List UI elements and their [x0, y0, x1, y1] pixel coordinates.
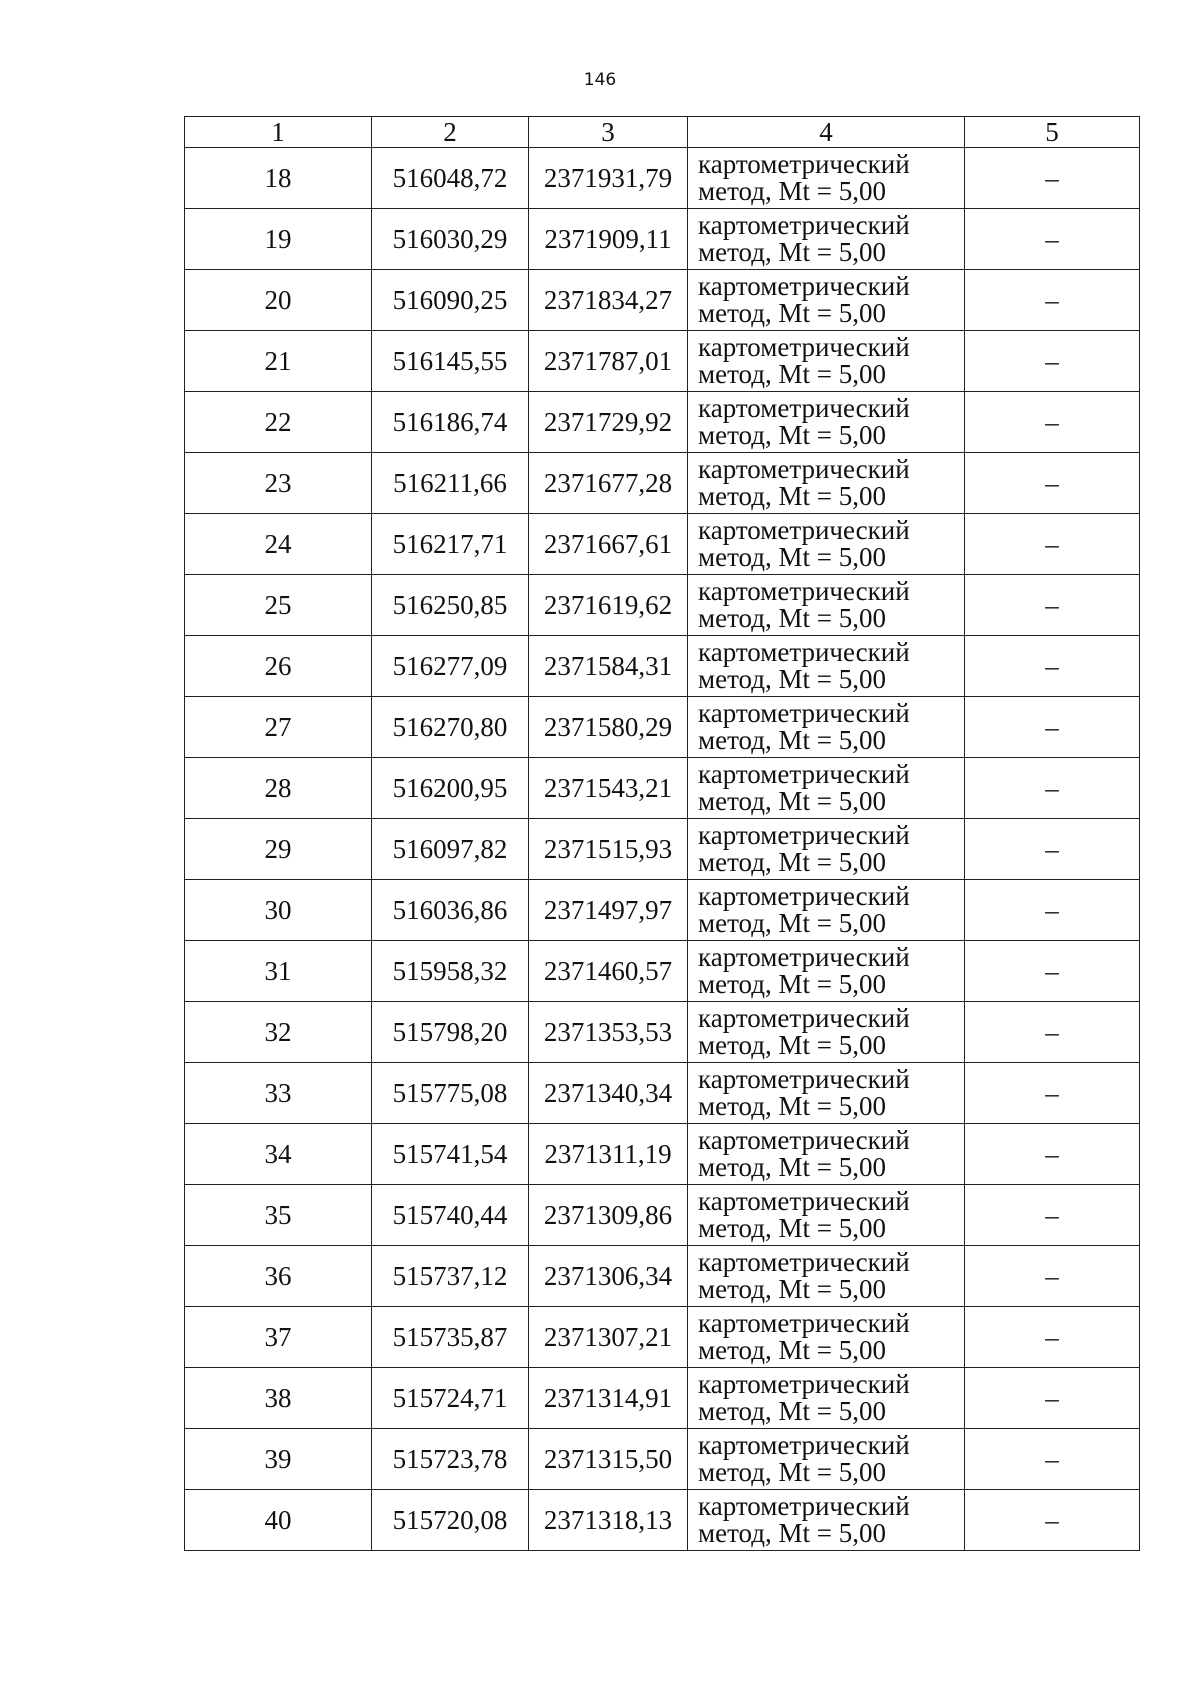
table-row — [185, 1063, 1140, 1124]
method-cell — [688, 697, 965, 758]
y-coordinate-cell: 2371729,92 — [529, 392, 688, 453]
note-cell: – — [965, 819, 1140, 880]
y-coordinate-cell: 2371497,97 — [529, 880, 688, 941]
point-number-cell: 22 — [185, 392, 372, 453]
method-accuracy-text: метод, Mt = 5,00 — [698, 908, 886, 938]
method-cell — [688, 270, 965, 331]
x-coordinate-cell: 516186,74 — [372, 392, 529, 453]
y-coordinate-cell: 2371460,57 — [529, 941, 688, 1002]
method-name-text: картометрический — [698, 515, 910, 545]
method-name-text: картометрический — [698, 332, 910, 362]
method-name-text: картометрический — [698, 820, 910, 850]
x-coordinate-cell: 516217,71 — [372, 514, 529, 575]
method-accuracy-text: метод, Mt = 5,00 — [698, 786, 886, 816]
header-row — [185, 117, 1140, 148]
y-coordinate-cell: 2371311,19 — [529, 1124, 688, 1185]
note-cell: – — [965, 1429, 1140, 1490]
x-coordinate-cell: 515724,71 — [372, 1368, 529, 1429]
table-row — [185, 758, 1140, 819]
note-cell: – — [965, 1063, 1140, 1124]
table-row — [185, 1185, 1140, 1246]
method-accuracy-text: метод, Mt = 5,00 — [698, 1518, 886, 1548]
point-number-cell: 31 — [185, 941, 372, 1002]
column-header-3: 3 — [529, 117, 688, 148]
point-number-cell: 39 — [185, 1429, 372, 1490]
point-number-cell: 32 — [185, 1002, 372, 1063]
note-cell: – — [965, 392, 1140, 453]
point-number-cell: 21 — [185, 331, 372, 392]
point-number-cell: 18 — [185, 148, 372, 209]
method-accuracy-text: метод, Mt = 5,00 — [698, 1091, 886, 1121]
y-coordinate-cell: 2371834,27 — [529, 270, 688, 331]
method-accuracy-text: метод, Mt = 5,00 — [698, 1335, 886, 1365]
method-name-text: картометрический — [698, 149, 910, 179]
point-number-cell: 20 — [185, 270, 372, 331]
point-number-cell: 27 — [185, 697, 372, 758]
method-name-text: картометрический — [698, 1491, 910, 1521]
note-cell: – — [965, 636, 1140, 697]
method-cell — [688, 1307, 965, 1368]
x-coordinate-cell: 516048,72 — [372, 148, 529, 209]
method-name-text: картометрический — [698, 1186, 910, 1216]
point-number-cell: 25 — [185, 575, 372, 636]
method-name-text: картометрический — [698, 1369, 910, 1399]
point-number-cell: 40 — [185, 1490, 372, 1551]
table-row — [185, 1246, 1140, 1307]
method-accuracy-text: метод, Mt = 5,00 — [698, 1396, 886, 1426]
method-cell — [688, 941, 965, 1002]
point-number-cell: 36 — [185, 1246, 372, 1307]
method-cell — [688, 636, 965, 697]
method-name-text: картометрический — [698, 576, 910, 606]
y-coordinate-cell: 2371619,62 — [529, 575, 688, 636]
point-number-cell: 30 — [185, 880, 372, 941]
point-number-cell: 38 — [185, 1368, 372, 1429]
note-cell: – — [965, 148, 1140, 209]
y-coordinate-cell: 2371667,61 — [529, 514, 688, 575]
y-coordinate-cell: 2371318,13 — [529, 1490, 688, 1551]
method-name-text: картометрический — [698, 881, 910, 911]
y-coordinate-cell: 2371353,53 — [529, 1002, 688, 1063]
method-name-text: картометрический — [698, 698, 910, 728]
y-coordinate-cell: 2371787,01 — [529, 331, 688, 392]
point-number-cell: 26 — [185, 636, 372, 697]
point-number-cell: 28 — [185, 758, 372, 819]
method-accuracy-text: метод, Mt = 5,00 — [698, 969, 886, 999]
note-cell: – — [965, 1124, 1140, 1185]
method-accuracy-text: метод, Mt = 5,00 — [698, 725, 886, 755]
method-cell — [688, 148, 965, 209]
y-coordinate-cell: 2371340,34 — [529, 1063, 688, 1124]
x-coordinate-cell: 515775,08 — [372, 1063, 529, 1124]
method-accuracy-text: метод, Mt = 5,00 — [698, 1213, 886, 1243]
method-accuracy-text: метод, Mt = 5,00 — [698, 298, 886, 328]
y-coordinate-cell: 2371515,93 — [529, 819, 688, 880]
method-name-text: картометрический — [698, 1003, 910, 1033]
x-coordinate-cell: 515737,12 — [372, 1246, 529, 1307]
method-cell — [688, 1124, 965, 1185]
method-accuracy-text: метод, Mt = 5,00 — [698, 359, 886, 389]
method-cell — [688, 1429, 965, 1490]
method-cell — [688, 819, 965, 880]
x-coordinate-cell: 516270,80 — [372, 697, 529, 758]
method-accuracy-text: метод, Mt = 5,00 — [698, 176, 886, 206]
note-cell: – — [965, 1185, 1140, 1246]
note-cell: – — [965, 1490, 1140, 1551]
method-accuracy-text: метод, Mt = 5,00 — [698, 481, 886, 511]
x-coordinate-cell: 516250,85 — [372, 575, 529, 636]
x-coordinate-cell: 516200,95 — [372, 758, 529, 819]
note-cell: – — [965, 1246, 1140, 1307]
table-row — [185, 1490, 1140, 1551]
table-row — [185, 270, 1140, 331]
method-cell — [688, 514, 965, 575]
table-row — [185, 880, 1140, 941]
method-name-text: картометрический — [698, 759, 910, 789]
method-name-text: картометрический — [698, 942, 910, 972]
coordinates-table — [184, 116, 1140, 1551]
method-name-text: картометрический — [698, 271, 910, 301]
column-header-5: 5 — [965, 117, 1140, 148]
note-cell: – — [965, 270, 1140, 331]
x-coordinate-cell: 516145,55 — [372, 331, 529, 392]
method-accuracy-text: метод, Mt = 5,00 — [698, 237, 886, 267]
x-coordinate-cell: 516090,25 — [372, 270, 529, 331]
table-row — [185, 1429, 1140, 1490]
method-accuracy-text: метод, Mt = 5,00 — [698, 1274, 886, 1304]
method-accuracy-text: метод, Mt = 5,00 — [698, 847, 886, 877]
note-cell: – — [965, 758, 1140, 819]
table-row — [185, 209, 1140, 270]
x-coordinate-cell: 515798,20 — [372, 1002, 529, 1063]
y-coordinate-cell: 2371306,34 — [529, 1246, 688, 1307]
y-coordinate-cell: 2371584,31 — [529, 636, 688, 697]
method-name-text: картометрический — [698, 393, 910, 423]
table-row — [185, 1002, 1140, 1063]
column-header-4: 4 — [688, 117, 965, 148]
method-cell — [688, 758, 965, 819]
method-accuracy-text: метод, Mt = 5,00 — [698, 1152, 886, 1182]
page-number: 146 — [583, 70, 617, 90]
method-cell — [688, 392, 965, 453]
table-row — [185, 392, 1140, 453]
x-coordinate-cell: 516211,66 — [372, 453, 529, 514]
table-row — [185, 453, 1140, 514]
method-name-text: картометрический — [698, 1247, 910, 1277]
method-cell — [688, 209, 965, 270]
method-accuracy-text: метод, Mt = 5,00 — [698, 664, 886, 694]
table-row — [185, 697, 1140, 758]
x-coordinate-cell: 516277,09 — [372, 636, 529, 697]
method-cell — [688, 1246, 965, 1307]
table-row — [185, 331, 1140, 392]
note-cell: – — [965, 331, 1140, 392]
y-coordinate-cell: 2371307,21 — [529, 1307, 688, 1368]
method-cell — [688, 1063, 965, 1124]
x-coordinate-cell: 516030,29 — [372, 209, 529, 270]
x-coordinate-cell: 515741,54 — [372, 1124, 529, 1185]
note-cell: – — [965, 1002, 1140, 1063]
table-row — [185, 1368, 1140, 1429]
table-row — [185, 941, 1140, 1002]
table-row — [185, 148, 1140, 209]
note-cell: – — [965, 1307, 1140, 1368]
note-cell: – — [965, 209, 1140, 270]
note-cell: – — [965, 880, 1140, 941]
method-cell — [688, 880, 965, 941]
method-cell — [688, 575, 965, 636]
method-name-text: картометрический — [698, 1064, 910, 1094]
note-cell: – — [965, 575, 1140, 636]
y-coordinate-cell: 2371543,21 — [529, 758, 688, 819]
x-coordinate-cell: 516036,86 — [372, 880, 529, 941]
method-cell — [688, 453, 965, 514]
y-coordinate-cell: 2371677,28 — [529, 453, 688, 514]
note-cell: – — [965, 697, 1140, 758]
method-name-text: картометрический — [698, 1125, 910, 1155]
table-row — [185, 636, 1140, 697]
x-coordinate-cell: 515740,44 — [372, 1185, 529, 1246]
table-row — [185, 514, 1140, 575]
method-name-text: картометрический — [698, 454, 910, 484]
method-cell — [688, 331, 965, 392]
method-cell — [688, 1002, 965, 1063]
method-name-text: картометрический — [698, 1308, 910, 1338]
table-body — [185, 148, 1140, 1551]
table-row — [185, 1307, 1140, 1368]
column-header-1: 1 — [185, 117, 372, 148]
column-header-2: 2 — [372, 117, 529, 148]
x-coordinate-cell: 515723,78 — [372, 1429, 529, 1490]
x-coordinate-cell: 515958,32 — [372, 941, 529, 1002]
method-accuracy-text: метод, Mt = 5,00 — [698, 1457, 886, 1487]
point-number-cell: 23 — [185, 453, 372, 514]
x-coordinate-cell: 516097,82 — [372, 819, 529, 880]
method-name-text: картометрический — [698, 637, 910, 667]
table-row — [185, 1124, 1140, 1185]
y-coordinate-cell: 2371314,91 — [529, 1368, 688, 1429]
y-coordinate-cell: 2371931,79 — [529, 148, 688, 209]
x-coordinate-cell: 515735,87 — [372, 1307, 529, 1368]
note-cell: – — [965, 514, 1140, 575]
y-coordinate-cell: 2371309,86 — [529, 1185, 688, 1246]
method-cell — [688, 1368, 965, 1429]
table-row — [185, 819, 1140, 880]
method-name-text: картометрический — [698, 1430, 910, 1460]
note-cell: – — [965, 941, 1140, 1002]
method-accuracy-text: метод, Mt = 5,00 — [698, 420, 886, 450]
note-cell: – — [965, 453, 1140, 514]
table-header — [185, 117, 1140, 148]
method-accuracy-text: метод, Mt = 5,00 — [698, 1030, 886, 1060]
point-number-cell: 29 — [185, 819, 372, 880]
method-cell — [688, 1490, 965, 1551]
method-cell — [688, 1185, 965, 1246]
y-coordinate-cell: 2371580,29 — [529, 697, 688, 758]
point-number-cell: 19 — [185, 209, 372, 270]
table-row — [185, 575, 1140, 636]
method-name-text: картометрический — [698, 210, 910, 240]
y-coordinate-cell: 2371315,50 — [529, 1429, 688, 1490]
x-coordinate-cell: 515720,08 — [372, 1490, 529, 1551]
method-accuracy-text: метод, Mt = 5,00 — [698, 542, 886, 572]
point-number-cell: 24 — [185, 514, 372, 575]
note-cell: – — [965, 1368, 1140, 1429]
method-accuracy-text: метод, Mt = 5,00 — [698, 603, 886, 633]
point-number-cell: 37 — [185, 1307, 372, 1368]
y-coordinate-cell: 2371909,11 — [529, 209, 688, 270]
point-number-cell: 34 — [185, 1124, 372, 1185]
point-number-cell: 33 — [185, 1063, 372, 1124]
point-number-cell: 35 — [185, 1185, 372, 1246]
